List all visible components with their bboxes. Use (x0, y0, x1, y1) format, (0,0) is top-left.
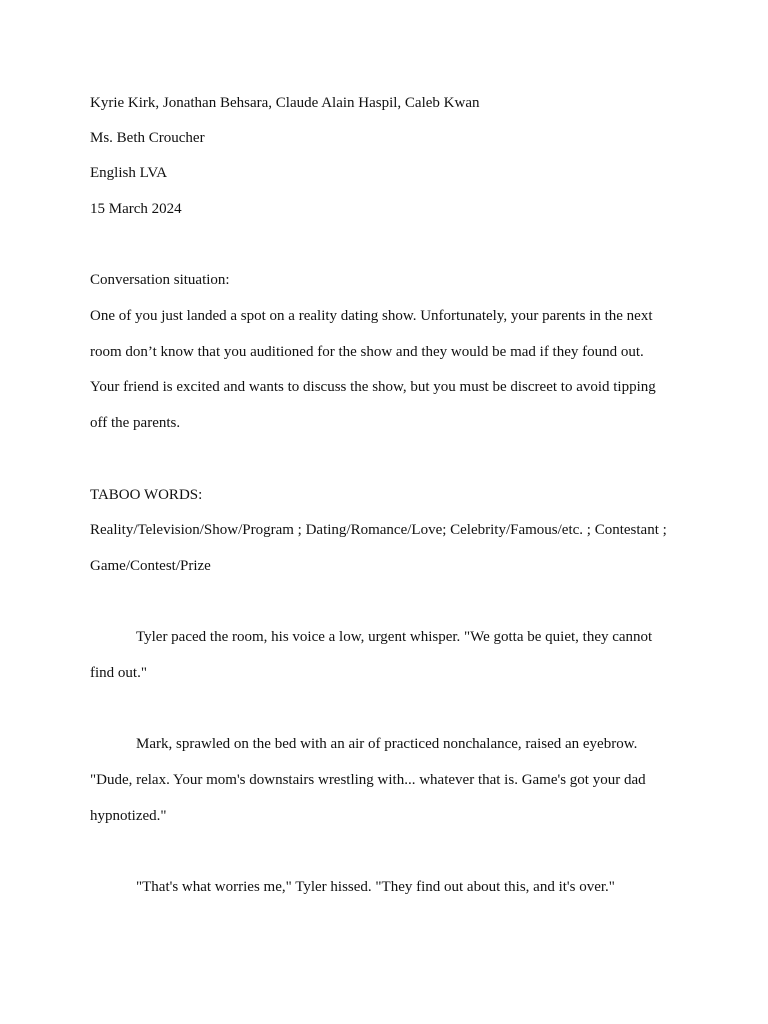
situation-text-line: Your friend is excited and wants to discuss the show, but you must be discreet to avoid tipping (90, 379, 656, 395)
story-paragraph-1-line: Tyler paced the room, his voice a low, urgent whisper. "We gotta be quiet, they cannot (136, 629, 653, 645)
taboo-heading: TABOO WORDS: (90, 487, 203, 503)
story-paragraph-2-line: "Dude, relax. Your mom's downstairs wrestling with... whatever that is. Game's got your dad (90, 772, 646, 788)
story-paragraph-3-line: "That's what worries me," Tyler hissed. "They find out about this, and it's over." (136, 879, 615, 895)
situation-text-line: One of you just landed a spot on a reality dating show. Unfortunately, your parents in the next (90, 308, 653, 324)
story-paragraph-2-line: Mark, sprawled on the bed with an air of practiced nonchalance, raised an eyebrow. (136, 736, 638, 752)
situation-heading: Conversation situation: (90, 272, 230, 288)
course-line: English LVA (90, 165, 168, 181)
teacher-line: Ms. Beth Croucher (90, 130, 205, 146)
situation-text-line: room don’t know that you auditioned for the show and they would be mad if they found out. (90, 344, 644, 360)
date-line: 15 March 2024 (90, 201, 182, 217)
situation-text-line: off the parents. (90, 415, 181, 431)
taboo-words-line: Game/Contest/Prize (90, 558, 211, 574)
story-paragraph-1-line: find out." (90, 665, 147, 681)
story-paragraph-2-line: hypnotized." (90, 808, 167, 824)
authors-line: Kyrie Kirk, Jonathan Behsara, Claude Alain Haspil, Caleb Kwan (90, 95, 480, 111)
taboo-words-line: Reality/Television/Show/Program ; Dating/Romance/Love; Celebrity/Famous/etc. ; Contestant ; (90, 522, 667, 538)
